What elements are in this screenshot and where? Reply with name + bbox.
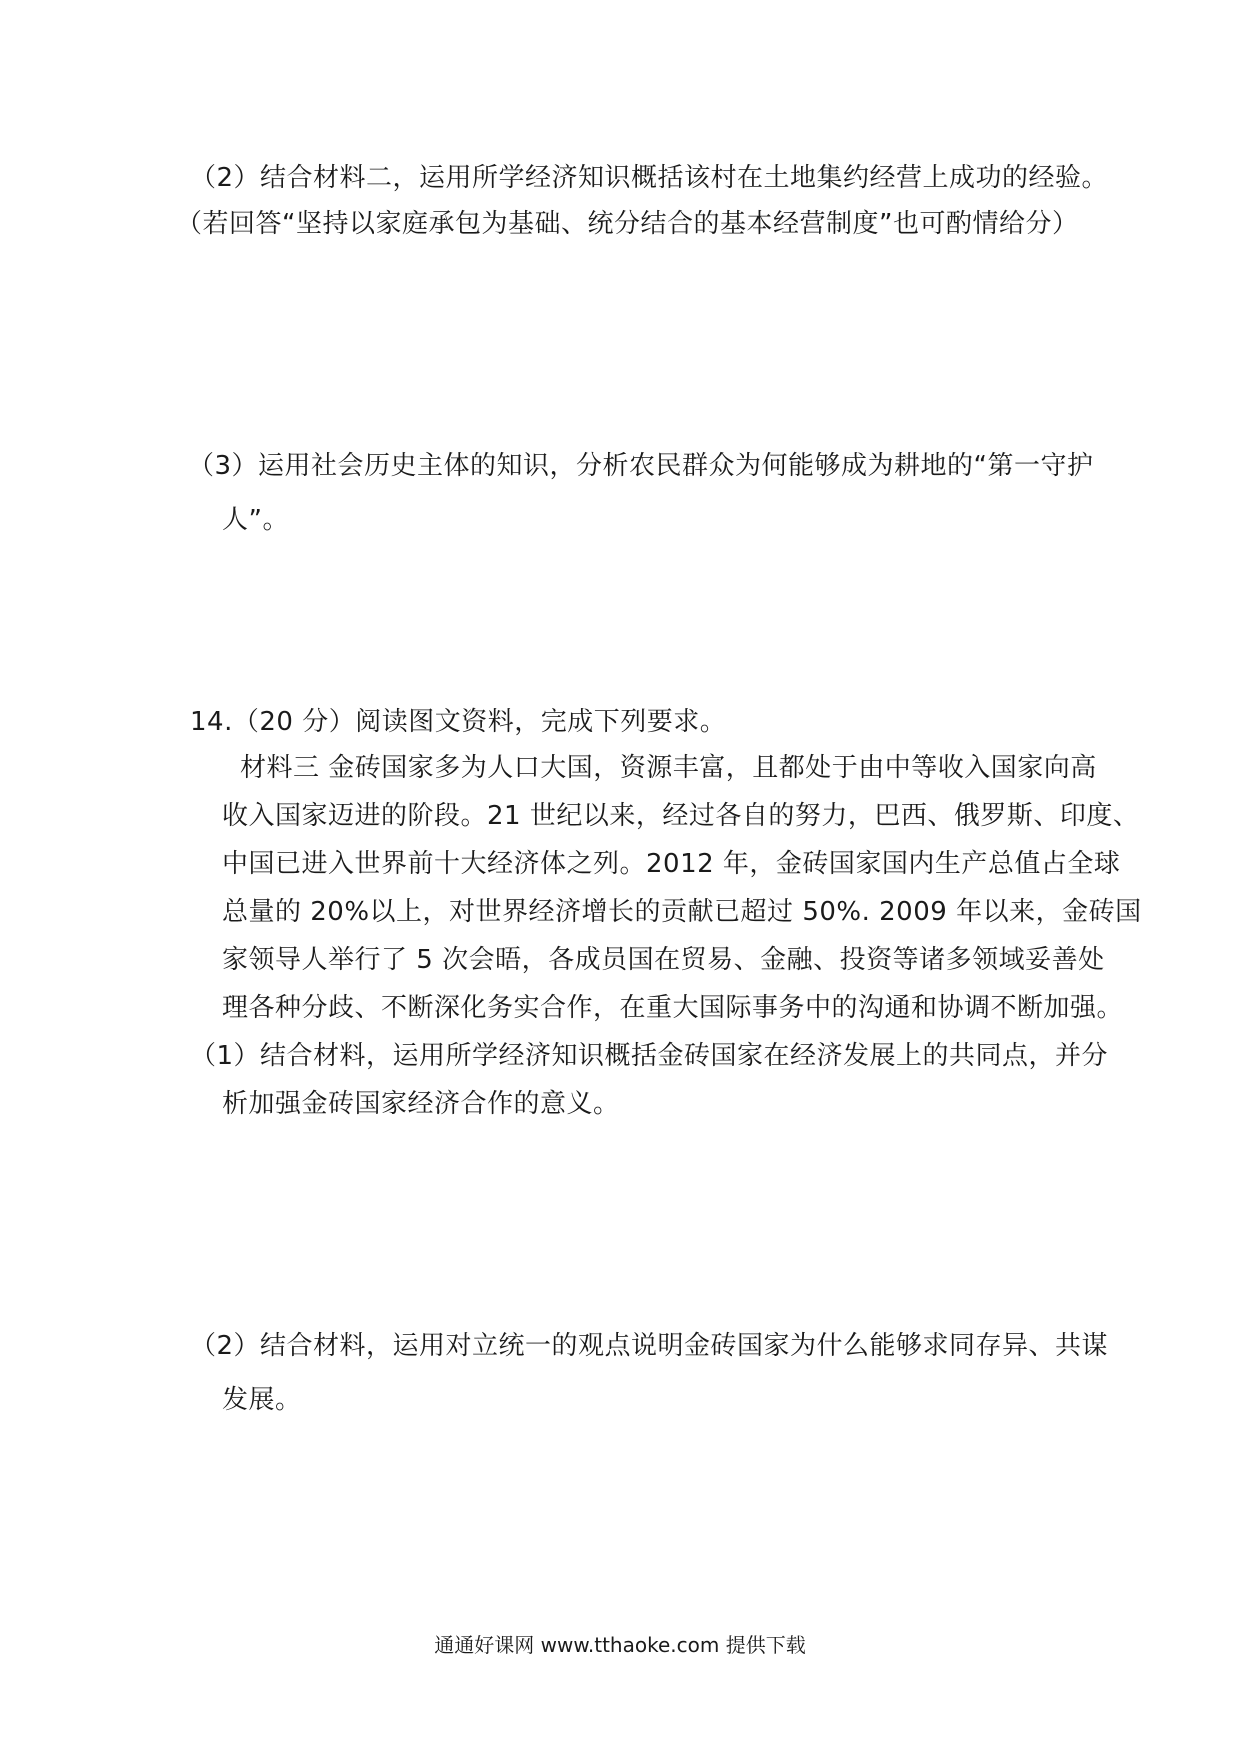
- q14-material3-line5: 家领导人举行了 5 次会晤，各成员国在贸易、金融、投资等诸多领域妥善处: [222, 945, 1105, 975]
- q14-header: 14.（20 分）阅读图文资料，完成下列要求。: [190, 707, 727, 737]
- q14-part2-question-line2: 发展。: [222, 1385, 302, 1415]
- q14-material3-line1: 材料三 金砖国家多为人口大国，资源丰富，且都处于由中等收入国家向高: [240, 753, 1097, 783]
- q14-material3-line3: 中国已进入世界前十大经济体之列。2012 年，金砖国家国内生产总值占全球: [222, 849, 1121, 879]
- q14-material3-line2: 收入国家迈进的阶段。21 世纪以来，经过各自的努力，巴西、俄罗斯、印度、: [222, 801, 1140, 831]
- q13-part2-question: （2）结合材料二，运用所学经济知识概括该村在土地集约经营上成功的经验。: [190, 163, 1109, 193]
- q14-part2-question-line1: （2）结合材料，运用对立统一的观点说明金砖国家为什么能够求同存异、共谋: [190, 1331, 1109, 1361]
- q13-part3-question-line2: 人”。: [222, 505, 289, 535]
- q13-part3-question-line1: （3）运用社会历史主体的知识，分析农民群众为何能够成为耕地的“第一守护: [188, 451, 1094, 481]
- q13-part2-scoring-note: （若回答“坚持以家庭承包为基础、统分结合的基本经营制度”也可酌情给分）: [176, 209, 1079, 239]
- q14-part1-question-line2: 析加强金砖国家经济合作的意义。: [222, 1089, 620, 1119]
- q14-material3-line4: 总量的 20%以上，对世界经济增长的贡献已超过 50%. 2009 年以来，金砖国: [222, 897, 1142, 927]
- q14-part1-question-line1: （1）结合材料，运用所学经济知识概括金砖国家在经济发展上的共同点，并分: [190, 1041, 1109, 1071]
- q14-material3-line6: 理各种分歧、不断深化务实合作，在重大国际事务中的沟通和协调不断加强。: [222, 993, 1124, 1023]
- page-footer: 通通好课网 www.tthaoke.com 提供下载: [434, 1633, 806, 1657]
